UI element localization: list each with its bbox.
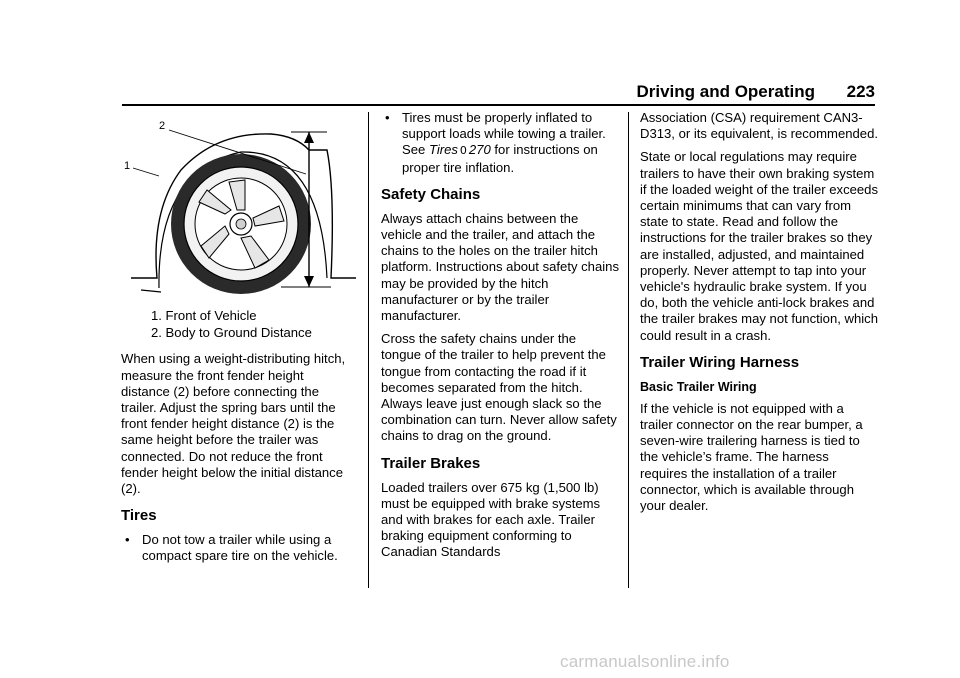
caption-body-to-ground: 2. Body to Ground Distance <box>151 325 312 341</box>
caption-front-of-vehicle: 1. Front of Vehicle <box>151 308 257 323</box>
page-header <box>122 82 875 106</box>
trailer-brakes-heading: Trailer Brakes <box>381 454 481 472</box>
tires-bullet-2-post: for instructions on proper tire inflation. <box>402 142 598 175</box>
tires-bullet-2-pre: Tires must be properly inflated to support loads while towing a trailer. See <box>402 110 606 158</box>
basic-wiring-para: If the vehicle is not equipped with a trailer connector on the rear bumper, a seven-wire trailering harness is tied to the vehicle’s frame. The harness requires the installation of a trailer connector, which is available through your dealer. <box>640 400 863 514</box>
tires-heading: Tires <box>121 507 157 525</box>
trailer-brakes-continued: Association (CSA) requirement CAN3-D313, or its equivalent, is recommended. <box>640 110 878 142</box>
column-divider-1 <box>368 112 369 588</box>
tires-bullet-1-text: Do not tow a trailer while using a compact spare tire on the vehicle. <box>142 532 338 564</box>
tires-bullet-2 <box>381 110 619 176</box>
callout-1: 1 <box>124 160 131 172</box>
figure-captions <box>151 308 356 341</box>
tires-crossref-link[interactable]: Tires <box>428 142 458 158</box>
callout-2: 2 <box>159 120 166 132</box>
column-1 <box>121 110 356 572</box>
page-number: 223 <box>846 82 875 101</box>
tires-crossref-page[interactable]: 270 <box>468 142 491 158</box>
arrow-icon: 0 <box>459 144 467 158</box>
wheel-fender-illustration <box>121 110 356 300</box>
bullet-dot: • <box>385 110 390 125</box>
column-3 <box>640 110 878 521</box>
column-divider-2 <box>628 112 629 588</box>
column-2 <box>381 110 619 568</box>
safety-chains-heading: Safety Chains <box>381 185 481 203</box>
safety-chains-para-1: Always attach chains between the vehicle and the trailer, and attach the chains to the holes on the trailer hitch platform. Instructions about safety chains may be provided by the hitch manufacturer or by the trailer manufacturer. <box>381 210 619 324</box>
watermark: carmanualsonline.info <box>560 652 730 671</box>
trailer-brakes-para-2: State or local regulations may require trailers to have their own braking system if the loaded weight of the trailer exceeds certain minimums that can vary from state to state. Read and follow the instructions for the trailer brakes so they are installed, adjusted, and maintained properly. Never attempt to tap into your vehicle's hydraulic brake system. If you do, both the vehicle anti-lock brakes and the trailer brakes may not function, which could result in a crash. <box>640 149 879 343</box>
bullet-dot: • <box>125 532 130 548</box>
tires-bullet-1 <box>121 532 356 564</box>
hitch-paragraph: When using a weight-distributing hitch, measure the front fender height distance (2) before connecting the trailer. Adjust the spring bars until the front fender height distance (2) is the same height before the trailer was connected. Do not reduce the front fender height below the initial distance (2). <box>121 351 346 497</box>
section-title: Driving and Operating <box>636 82 815 101</box>
safety-chains-para-2: Cross the safety chains under the tongue of the trailer to help prevent the tongue from contacting the road if it becomes separated from the hitch. Always leave just enough slack so the combination can turn. Never allow safety chains to drag on the ground. <box>381 331 617 444</box>
trailer-brakes-para-1: Loaded trailers over 675 kg (1,500 lb) must be equipped with brake systems and with brakes for each axle. Trailer braking equipment conforming to Canadian Standards <box>381 479 601 560</box>
wiring-harness-heading: Trailer Wiring Harness <box>640 353 800 371</box>
basic-wiring-heading: Basic Trailer Wiring <box>640 379 757 394</box>
